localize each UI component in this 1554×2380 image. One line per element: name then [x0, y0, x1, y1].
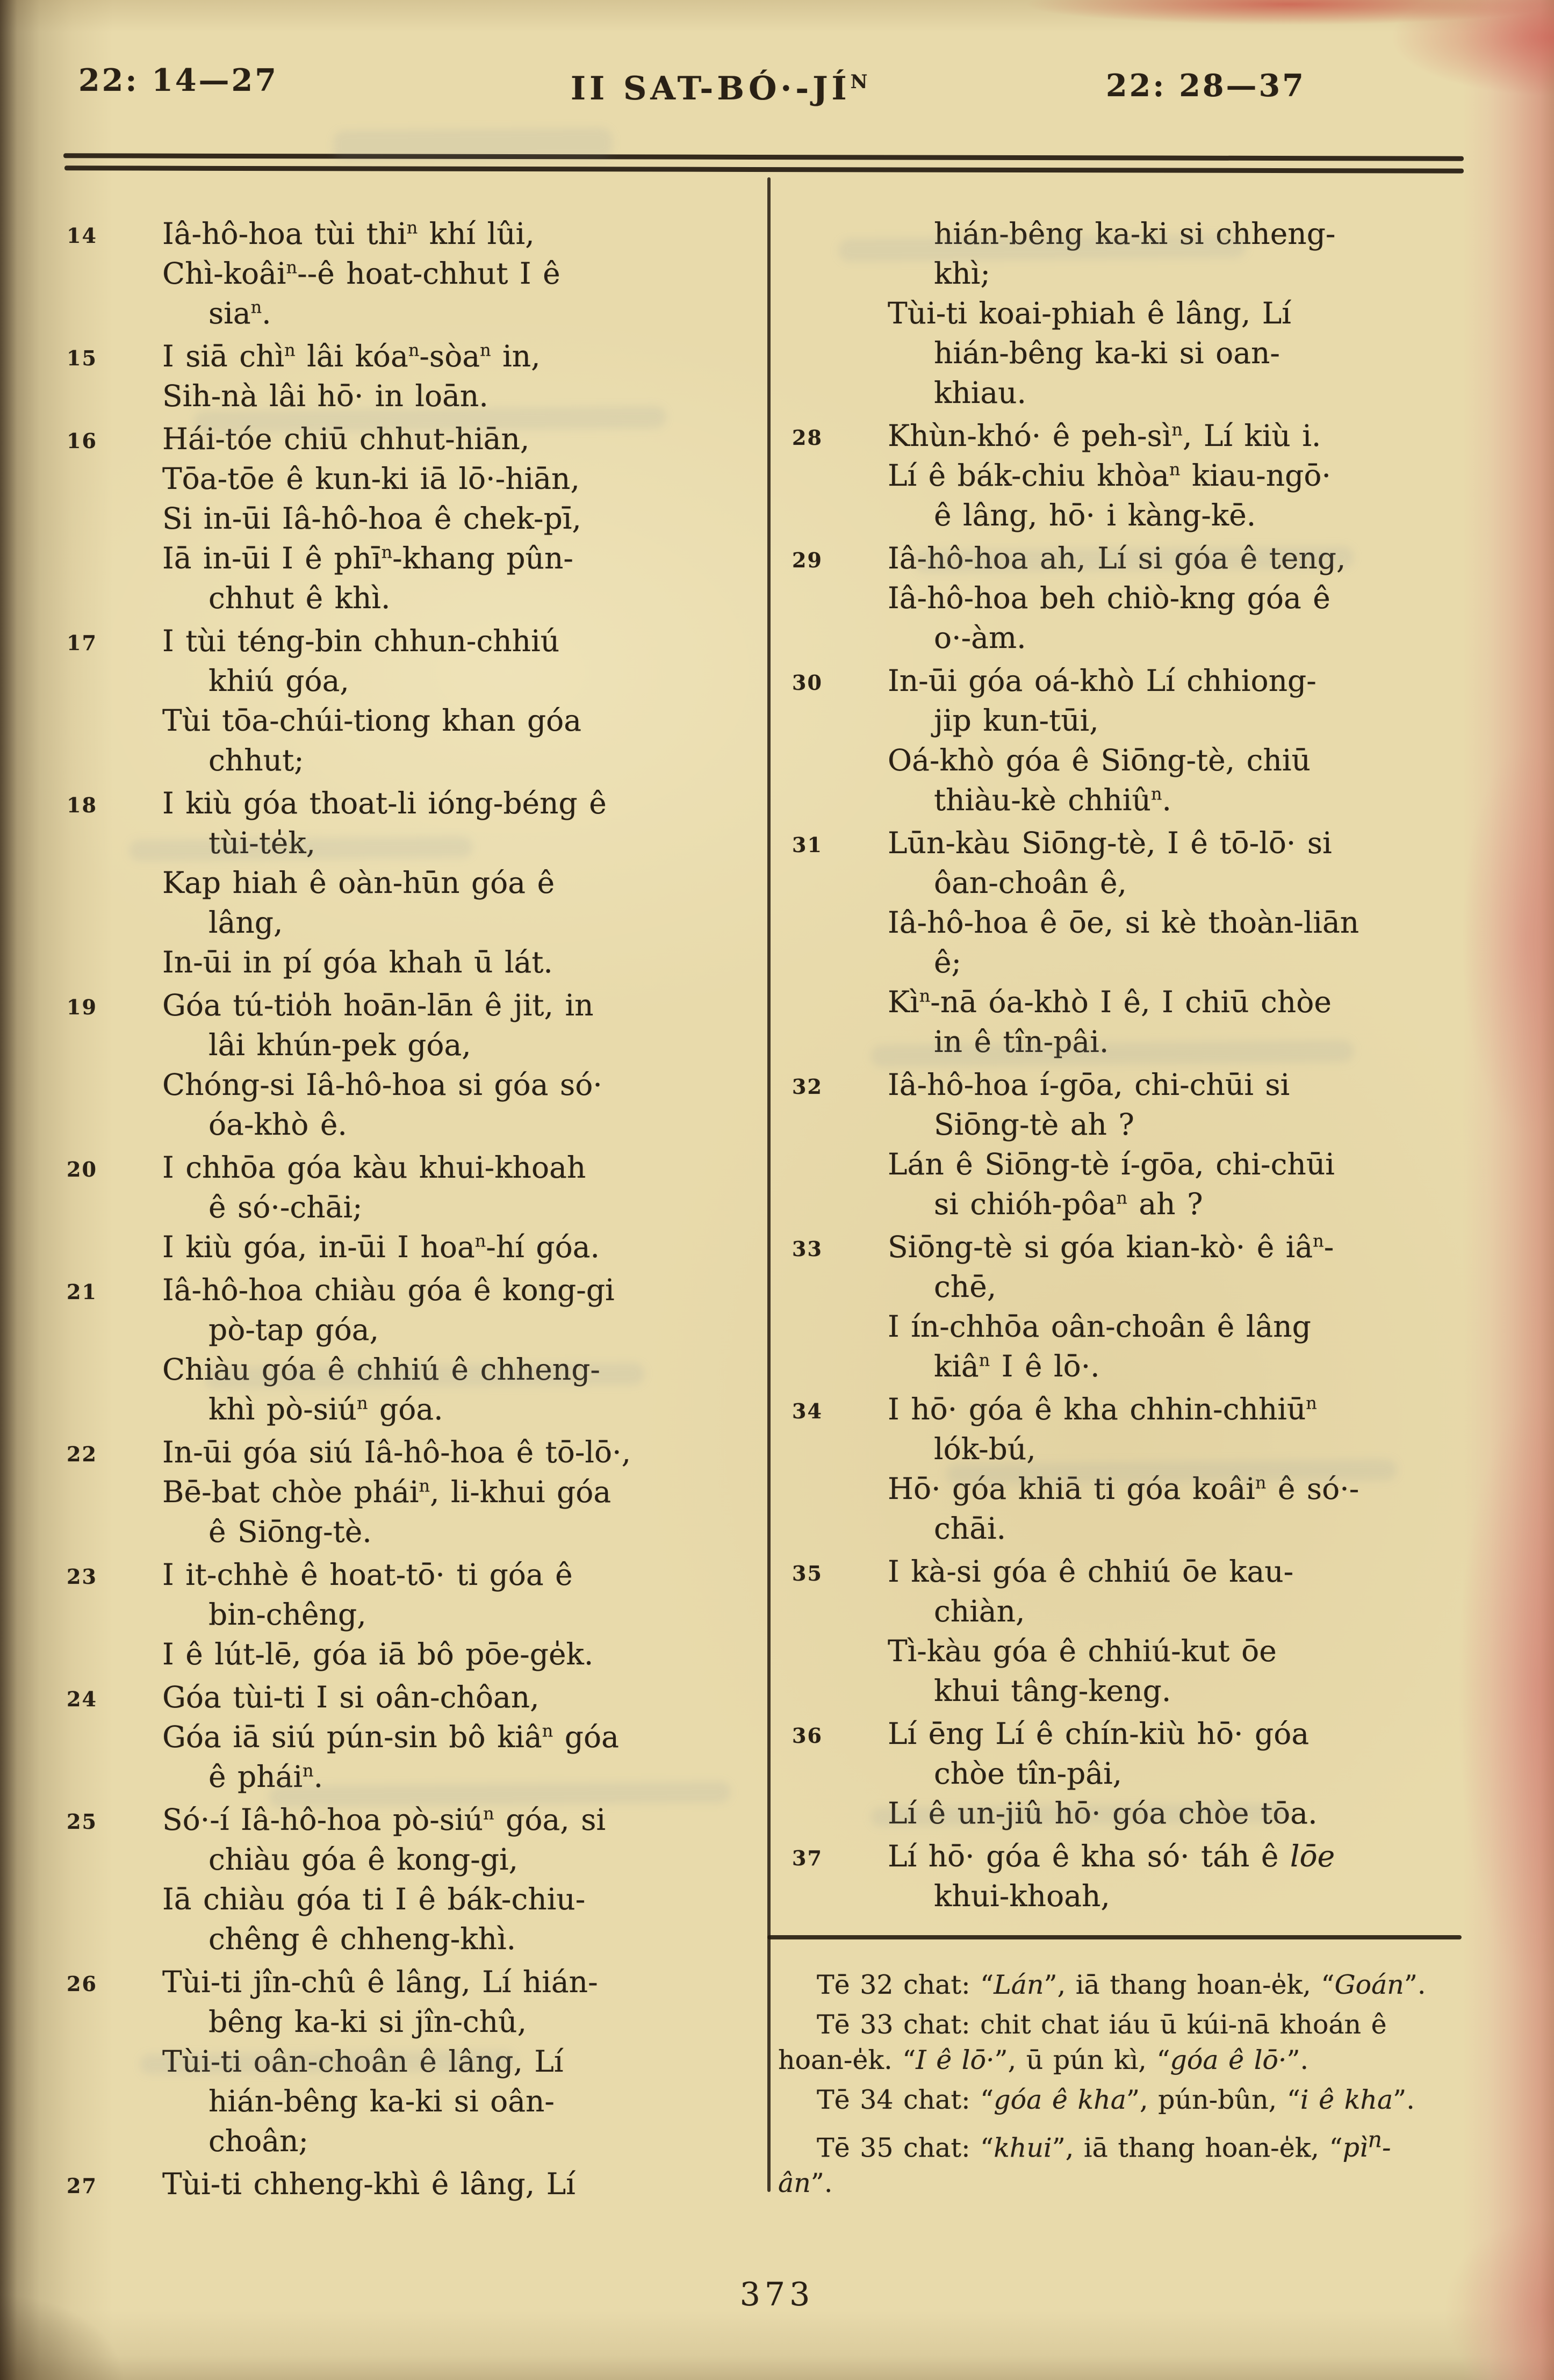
verse — [67, 621, 769, 780]
page-number: 373 — [739, 2276, 815, 2313]
showthrough-smudge — [333, 127, 613, 160]
verse-line: lâng, — [208, 905, 283, 940]
verse-line: chiàn, — [934, 1594, 1025, 1628]
footnote: Tē 33 chat: chit chat iáu ū kúi-nā khoán ê hoan-e̍k. “I ê lō·”, ū pún kì, “góa ê lō·”. — [778, 2009, 1387, 2075]
verse-line: Si in-ūi Iâ-hô-hoa ê chek-pī, — [162, 501, 581, 536]
verse-number: 33 — [792, 1237, 823, 1261]
verse-line: Kap hiah ê oàn-hūn góa ê — [162, 866, 555, 900]
verse-number: 31 — [792, 833, 823, 857]
footnote: Tē 34 chat: “góa ê kha”, pún-bûn, “i ê kha”. — [817, 2085, 1415, 2115]
verse-line: Iā chiàu góa ti I ê bák-chiu- — [162, 1882, 586, 1916]
verse-line: Iâ-hô-hoa tùi thi$^n$ khí lûi, — [162, 217, 535, 251]
text-column-left — [67, 214, 769, 2207]
verse-number: 32 — [792, 1074, 823, 1099]
verse-line: I kiù góa, in-ūi I hoa$^n$-hí góa. — [162, 1230, 600, 1264]
header-rule-top — [63, 153, 1464, 161]
header-verse-range-left: 22: 14—27 — [78, 62, 278, 98]
verse — [792, 823, 1506, 1062]
verse-line: khì pò-siú$^n$ góa. — [208, 1392, 443, 1426]
showthrough-smudge — [140, 2050, 516, 2074]
showthrough-smudge — [913, 546, 1354, 573]
verse — [67, 2164, 769, 2204]
text-column-right — [792, 214, 1506, 1919]
verse — [67, 985, 769, 1144]
verse-line: jip kun-tūi, — [934, 703, 1099, 738]
verse-line: pò-tap góa, — [208, 1312, 379, 1347]
verse-line: Só·-í Iâ-hô-hoa pò-siú$^n$ góa, si — [162, 1802, 606, 1837]
verse-line: khiau. — [934, 376, 1027, 410]
verse-line: bêng ka-ki si jîn-chû, — [208, 2004, 527, 2039]
verse-line: chêng ê chheng-khì. — [208, 1922, 516, 1956]
verse-number: 34 — [792, 1399, 823, 1423]
verse-line: thiàu-kè chhiû$^n$. — [934, 783, 1171, 817]
header-rule-bottom — [64, 165, 1464, 173]
verse — [67, 419, 769, 618]
verse-line: Siōng-tè si góa kian-kò· ê $iâ^n-$ — [888, 1230, 1334, 1264]
verse-number: 37 — [792, 1846, 823, 1870]
verse-line: Bē-bat chòe phái$^n$, li-khui góa — [162, 1475, 611, 1509]
verse-number: 19 — [67, 995, 97, 1019]
verse-number: 17 — [67, 631, 97, 655]
footnote-rule — [767, 1935, 1462, 1939]
verse-number: 22 — [67, 1442, 97, 1466]
verse-line: Lí hō· góa ê kha só· táh ê lōe — [888, 1839, 1335, 1873]
verse-line: ê phái$^n$. — [208, 1759, 323, 1794]
verse-line: hián-bêng ka-ki si oân- — [208, 2084, 555, 2118]
verse-line: Lí ê bák-chiu khòa$^n$ kiau-ngō· — [888, 458, 1331, 493]
verse-line: Lūn-kàu Siōng-tè, I ê tō-lō· si — [888, 826, 1332, 860]
verse-line: Góa iā siú pún-sin bô kiâ$^n$ góa — [162, 1720, 619, 1754]
verse-line: In-ūi góa siú Iâ-hô-hoa ê tō-lō·, — [162, 1435, 631, 1469]
verse-line: hián-bêng ka-ki si oan- — [934, 336, 1280, 370]
verse-number: 21 — [67, 1280, 97, 1304]
verse-line: Iâ-hô-hoa beh chiò-kng góa ê — [888, 581, 1330, 615]
verse-number: 36 — [792, 1723, 823, 1748]
showthrough-smudge — [838, 234, 1247, 262]
verse-number: 18 — [67, 793, 97, 817]
verse-number: 26 — [67, 1972, 97, 1996]
verse-line: ê Siōng-tè. — [208, 1514, 372, 1549]
verse-line: khì; — [934, 256, 990, 291]
verse-line: o·-àm. — [934, 621, 1026, 655]
verse — [67, 1677, 769, 1797]
verse-line: chiàu góa ê kong-gi, — [208, 1842, 519, 1877]
verse-line: Hō· góa khiā ti góa koâi$^n$ ê só·- — [888, 1472, 1359, 1506]
verse — [67, 1432, 769, 1552]
verse — [67, 1800, 769, 1959]
verse-line: hián-bêng ka-ki si chheng- — [934, 217, 1336, 251]
verse-line: Iâ-hô-hoa ê ōe, si kè thoàn-liān — [888, 905, 1359, 940]
verse-number: 27 — [67, 2174, 97, 2198]
verse-line: lâi khún-pek góa, — [208, 1028, 471, 1062]
verse-line: I hō· góa ê kha chhin-chhiū$^n$ — [888, 1392, 1317, 1426]
verse — [67, 1555, 769, 1674]
verse-line: ê lâng, hō· i kàng-kē. — [934, 498, 1256, 532]
verse-number: 35 — [792, 1561, 823, 1585]
verse-line: I it-chhè ê hoat-tō· ti góa ê — [162, 1557, 573, 1592]
verse-line: kiâ$^n$ I ê lō·. — [934, 1349, 1100, 1383]
verse-line: Tùi-ti koai-phiah ê lâng, Lí — [888, 296, 1291, 330]
verse — [67, 783, 769, 982]
verse-line: ê; — [934, 945, 962, 979]
verse-line: chhut ê khì. — [208, 581, 391, 615]
header-verse-range-right: 22: 28—37 — [1106, 68, 1306, 104]
verse-line: tùi-te̍k, — [208, 826, 316, 860]
verse-line: Iā in-ūi I ê phī$^n$-khang pûn- — [162, 541, 573, 575]
verse-number: 15 — [67, 346, 97, 370]
verse-line: Siōng-tè ah ? — [934, 1107, 1134, 1142]
verse-line: In-ūi góa oá-khò Lí chhiong- — [888, 663, 1316, 698]
verse-line: I ê lút-lē, góa iā bô pōe-ge̍k. — [162, 1637, 594, 1671]
verse — [67, 336, 769, 416]
verse-line: khui tâng-keng. — [934, 1674, 1171, 1708]
verse-line: chāi. — [934, 1511, 1006, 1546]
verse-line: Oá-khò góa ê Siōng-tè, chiū — [888, 743, 1311, 777]
header-book-title: II SAT-$BÓ\cdot-JÍ^N$ — [571, 70, 872, 107]
verse-line: Iâ-hô-hoa chiàu góa ê kong-gi — [162, 1273, 615, 1307]
verse-line: choân; — [208, 2124, 309, 2158]
verse-line: Tōa-tōe ê kun-ki iā lō·-hiān, — [162, 461, 580, 496]
verse-number: 28 — [792, 425, 823, 450]
verse-line: Chiàu góa ê chhiú ê chheng- — [162, 1352, 601, 1387]
verse-line: Sih-nà lâi hō· in loān. — [162, 379, 488, 413]
verse-line: Lí ēng Lí ê chín-kiù hō· góa — [888, 1717, 1310, 1751]
verse-line: óa-khò ê. — [208, 1107, 347, 1142]
verse-line: Góa tú-tio̍h hoān-lān ê jit, in — [162, 988, 594, 1022]
verse-line: ê só·-chāi; — [208, 1190, 363, 1224]
verse-line: Iâ-hô-hoa ah, Lí si góa ê teng, — [888, 541, 1346, 575]
verse — [792, 1227, 1506, 1386]
verse-line: In-ūi in pí góa khah ū lát. — [162, 945, 553, 979]
verse-line: chē, — [934, 1270, 997, 1304]
footnote: Tē 32 chat: “Lán”, iā thang hoan-e̍k, “Goán”. — [817, 1970, 1426, 2000]
verse — [792, 661, 1506, 820]
verse-number: 30 — [792, 670, 823, 695]
verse — [67, 1270, 769, 1429]
verse-line: Iâ-hô-hoa í-gōa, chi-chūi si — [888, 1068, 1290, 1102]
verse-line: I chhōa góa kàu khui-khoah — [162, 1150, 586, 1185]
verse-line: Tì-kàu góa ê chhiú-kut ōe — [888, 1634, 1277, 1668]
verse-line: I ín-chhōa oân-choân ê lâng — [888, 1309, 1311, 1344]
verse-line: chhut; — [208, 743, 304, 777]
verse-line: Tùi-ti oân-choân ê lâng, Lí — [162, 2044, 564, 2079]
verse-line: khui-khoah, — [934, 1879, 1110, 1913]
verse-line: Chóng-si Iâ-hô-hoa si góa só· — [162, 1068, 602, 1102]
verse — [67, 1148, 769, 1267]
verse — [67, 214, 769, 333]
showthrough-smudge — [204, 1362, 645, 1390]
verse-number: 25 — [67, 1809, 97, 1834]
verse-line: bin-chêng, — [208, 1597, 366, 1632]
verse-line: I kà-si góa ê chhiú ōe kau- — [888, 1554, 1294, 1589]
verse-line: Góa tùi-ti I si oân-chôan, — [162, 1680, 539, 1714]
verse-number: 24 — [67, 1687, 97, 1711]
verse — [792, 416, 1506, 535]
verse-line: Hái-tóe chiū chhut-hiān, — [162, 422, 530, 456]
showthrough-smudge — [129, 836, 473, 862]
verse-number: 29 — [792, 548, 823, 572]
verse-line: in ê tîn-pâi. — [934, 1025, 1109, 1059]
verse-line: Lán ê Siōng-tè í-gōa, chi-chūi — [888, 1147, 1335, 1181]
verse-line: sia$^n$. — [208, 296, 271, 330]
verse-line: Khùn-khó· ê peh-$sì^n$, Lí kiù i. — [888, 419, 1321, 453]
verse-line: I tùi téng-bin chhun-chhiú — [162, 624, 560, 658]
footnotes — [778, 1967, 1444, 2205]
verse-line: chòe tîn-pâi, — [934, 1756, 1123, 1791]
verse-number: 20 — [67, 1157, 97, 1181]
verse-line: Chì-koâi$^n$--ê hoat-chhut I ê — [162, 256, 560, 291]
verse-line: ôan-choân ê, — [934, 866, 1127, 900]
verse-number: 14 — [67, 223, 97, 248]
verse-line: $Kì^n-nā$ óa-khò I ê, I chiū chòe — [888, 985, 1332, 1019]
verse — [792, 1065, 1506, 1224]
verse-line: Lí ê un-jiû hō· góa chòe tōa. — [888, 1796, 1318, 1830]
verse-line: khiú góa, — [208, 663, 349, 698]
verse-number: 23 — [67, 1564, 97, 1589]
verse — [792, 1552, 1506, 1711]
verse-line: Tùi-ti jîn-chû ê lâng, Lí hián- — [162, 1965, 598, 1999]
verse-line: I kiù góa thoat-li ióng-béng ê — [162, 786, 607, 820]
verse-line: lók-bú, — [934, 1432, 1036, 1466]
verse-line: Tùi-ti chheng-khì ê lâng, Lí — [162, 2167, 575, 2201]
verse-line: si chióh-pôa$^n$ ah ? — [934, 1187, 1203, 1221]
verse — [792, 1836, 1506, 1916]
verse-line: I siā chì$^n$ lâi kóa$^n$-sòa$^n$ in, — [162, 339, 541, 373]
verse-line: Tùi tōa-chúi-tiong khan góa — [162, 703, 582, 738]
verse-number: 16 — [67, 429, 97, 453]
footnote: Tē 35 chat: “khui”, iā thang hoan-e̍k, “$pì^n-ân$”. — [778, 2127, 1391, 2199]
